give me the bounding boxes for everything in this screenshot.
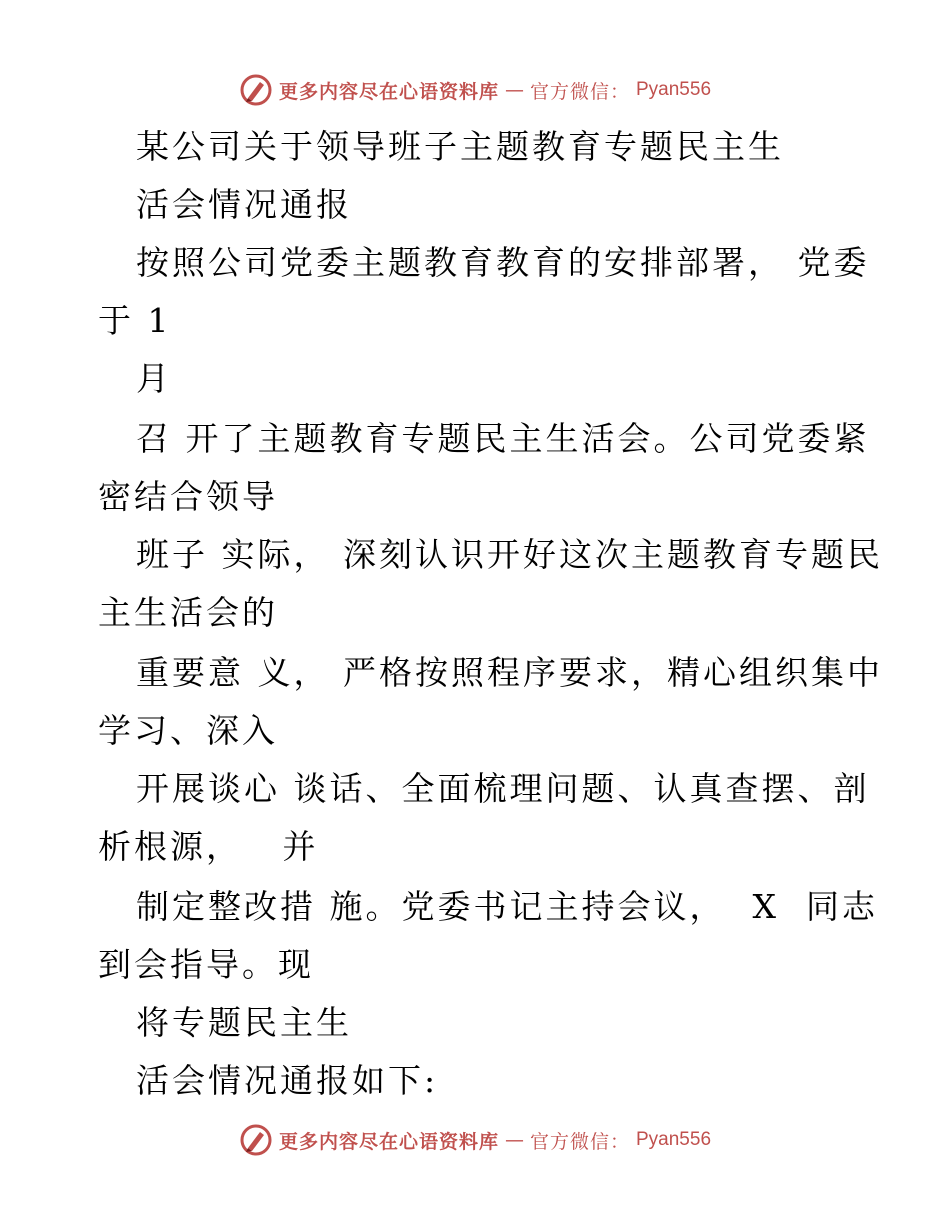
paragraph-line: 制定整改措 施。党委书记主持会议， X 同志 <box>136 887 878 926</box>
banner-wechat-label: 官方微信： <box>529 1130 630 1153</box>
paragraph-line: 析根源， 并 <box>98 827 319 866</box>
paragraph-line: 召 开了主题教育专题民主生活会。公司党委紧 <box>136 419 870 458</box>
banner-account: Pyan556 <box>636 79 712 100</box>
banner-brand: 更多内容尽在心语资料库 <box>278 1130 499 1153</box>
paragraph-line: 到会指导。现 <box>98 945 314 984</box>
paragraph-line: 于 1 <box>98 301 172 340</box>
paragraph-line: 将专题民主生 <box>136 1003 352 1042</box>
banner-brand: 更多内容尽在心语资料库 <box>278 80 499 103</box>
banner-account: Pyan556 <box>636 1129 712 1150</box>
paragraph-line: 学习、深入 <box>98 711 278 750</box>
footer-banner <box>0 1120 950 1160</box>
banner-separator: — <box>504 1129 524 1151</box>
paragraph-line: 按照公司党委主题教育教育的安排部署， 党委 <box>136 243 870 282</box>
paragraph-line: 月 <box>136 359 172 398</box>
banner-wechat-label: 官方微信： <box>529 80 630 103</box>
banner-separator: — <box>504 79 524 101</box>
paragraph-line: 密结合领导 <box>98 477 278 516</box>
paragraph-line: 活会情况通报如下: <box>136 1061 439 1100</box>
paragraph-line: 主生活会的 <box>98 593 278 632</box>
header-banner <box>0 70 950 110</box>
paragraph-line: 班子 实际， 深刻认识开好这次主题教育专题民 <box>136 535 883 574</box>
document-title-line-2: 活会情况通报 <box>136 185 352 224</box>
document-title-line-1: 某公司关于领导班子主题教育专题民主生 <box>136 127 784 166</box>
pen-logo-icon <box>239 73 273 107</box>
paragraph-line: 开展谈心 谈话、全面梳理问题、认真查摆、剖 <box>136 769 870 808</box>
paragraph-line: 重要意 义， 严格按照程序要求，精心组织集中 <box>136 653 883 692</box>
pen-logo-icon <box>239 1123 273 1157</box>
